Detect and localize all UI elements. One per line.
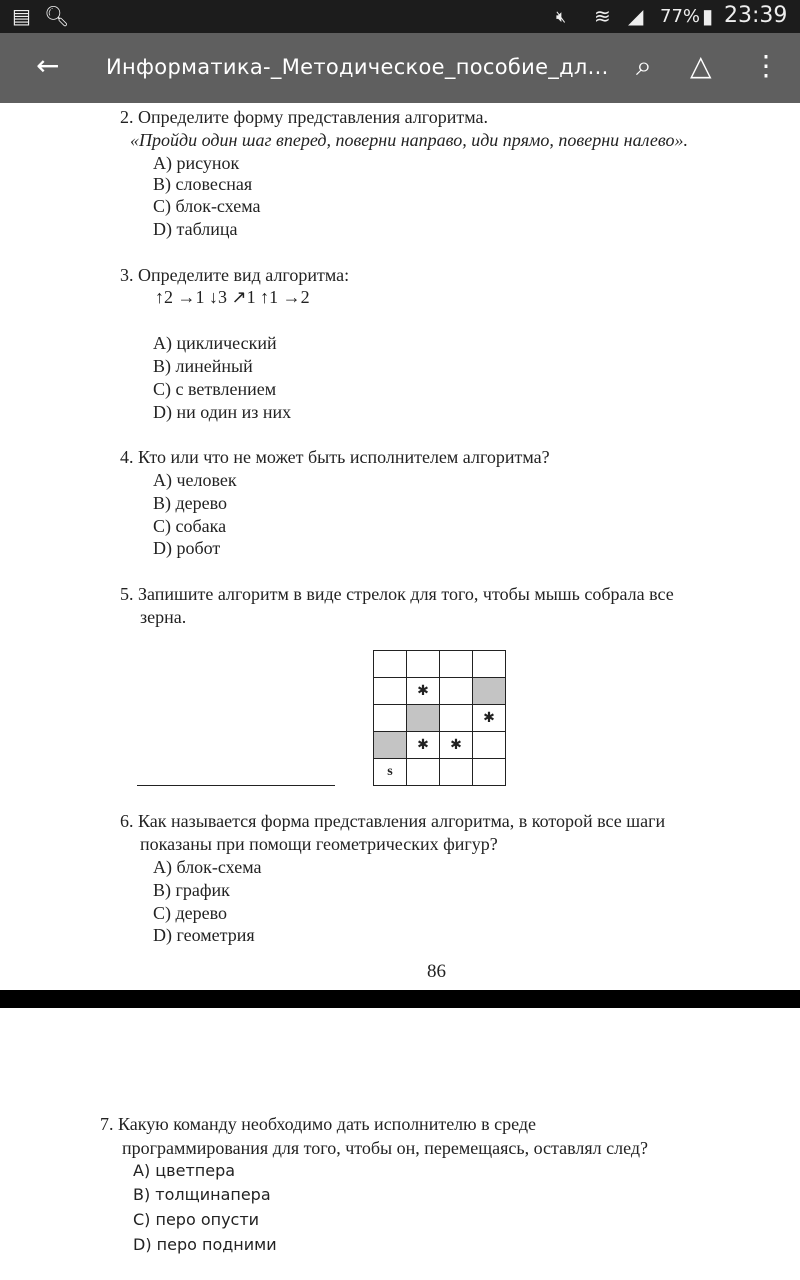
search-notification-icon: 🔍︎ (44, 4, 70, 28)
q6-option: D) геометрия (153, 925, 255, 945)
q3-sequence: ↑2 →1 ↓3 ↗1 ↑1 →2 (155, 287, 310, 307)
grain-icon: ✱ (407, 732, 440, 759)
q7-option: C) перо опусти (133, 1210, 260, 1229)
question-7: 7. Какую команду необходимо дать исполнителю в среде (100, 1114, 536, 1134)
battery-icon: ▮ (702, 4, 714, 28)
search-icon[interactable]: ⌕ (636, 49, 652, 82)
q4-option: D) робот (153, 538, 221, 558)
grain-icon: ✱ (440, 732, 473, 759)
question-6-cont: показаны при помощи геометрических фигур? (140, 834, 498, 854)
q3-option: A) циклический (153, 333, 277, 353)
q2-quote: «Пройди один шаг вперед, поверни направо, иди прямо, поверни налево». (130, 130, 688, 150)
q2-option: D) таблица (153, 219, 238, 239)
q4-option: C) собака (153, 516, 227, 536)
wall-cell (407, 705, 440, 732)
wifi-icon: ≋ (594, 4, 611, 28)
document-page (0, 75, 800, 985)
q2-option: B) словесная (153, 174, 253, 194)
grain-icon: ✱ (473, 705, 506, 732)
document-title: Информатика-_Методическое_пособие_дл... (106, 55, 609, 79)
q3-option: B) линейный (153, 356, 253, 376)
question-3: 3. Определите вид алгоритма: (120, 265, 350, 285)
q7-option: A) цветпера (133, 1161, 236, 1180)
question-6: 6. Как называется форма представления алгоритма, в которой все шаги (120, 811, 666, 831)
wall-cell (374, 732, 407, 759)
page-separator (0, 990, 800, 1008)
battery-level: 77% (660, 6, 701, 27)
q6-option: A) блок-схема (153, 857, 262, 877)
clock: 23:39 (724, 3, 788, 28)
start-cell: s (374, 759, 407, 786)
q4-option: B) дерево (153, 493, 228, 513)
q3-option: D) ни один из них (153, 402, 292, 422)
q7-option: B) толщинапера (133, 1185, 271, 1204)
signal-icon: ◢ (628, 4, 644, 28)
page-number: 86 (427, 961, 446, 982)
answer-line (137, 785, 335, 786)
more-options-icon[interactable]: ⋮ (752, 49, 780, 82)
app-bar (0, 33, 800, 103)
question-2: 2. Определите форму представления алгоритма. (120, 107, 488, 127)
q6-option: B) график (153, 880, 230, 900)
mouse-grid (373, 650, 506, 786)
q3-option: C) с ветвлением (153, 379, 277, 399)
question-5-cont: зерна. (140, 607, 187, 627)
question-5: 5. Запишите алгоритм в виде стрелок для того, чтобы мышь собрала все (120, 584, 674, 604)
mute-icon: 🔇︎ (556, 7, 567, 26)
drive-add-icon[interactable]: △ (690, 49, 712, 82)
grain-icon: ✱ (407, 678, 440, 705)
q7-option: D) перо подними (133, 1235, 277, 1254)
q4-option: A) человек (153, 470, 237, 490)
sim-icon: ▤ (12, 4, 31, 28)
wall-cell (473, 678, 506, 705)
back-arrow-icon[interactable]: ← (36, 49, 60, 82)
question-7-cont: программирования для того, чтобы он, перемещаясь, оставлял след? (122, 1138, 648, 1158)
q2-option: A) рисунок (153, 153, 240, 173)
status-bar (0, 0, 800, 33)
question-4: 4. Кто или что не может быть исполнителем алгоритма? (120, 447, 550, 467)
q6-option: C) дерево (153, 903, 228, 923)
q2-option: C) блок-схема (153, 196, 261, 216)
